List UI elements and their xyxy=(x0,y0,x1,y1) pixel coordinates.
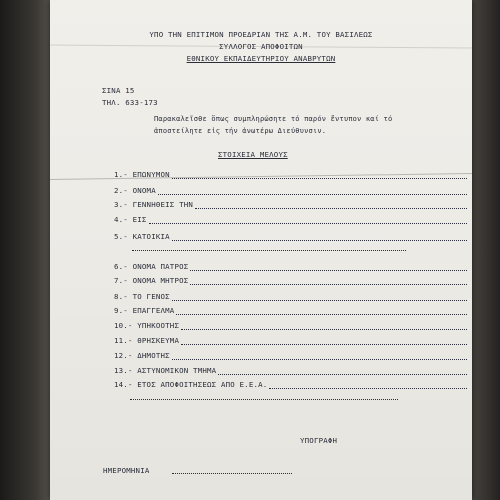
form-field-row xyxy=(114,232,467,241)
form-field-label: 9.- ΕΠΑΓΓΕΛΜΑ xyxy=(114,306,175,315)
form-field-row xyxy=(114,186,467,195)
membership-form-paper xyxy=(50,0,472,500)
form-field-row xyxy=(114,306,467,315)
date-dotted-line[interactable] xyxy=(172,472,292,474)
form-field-row xyxy=(114,380,467,389)
form-field-dotted-line[interactable] xyxy=(181,338,467,345)
form-field-row xyxy=(114,292,467,301)
form-field-dotted-line[interactable] xyxy=(172,353,467,360)
form-field-label: 7.- ΟΝΟΜΑ ΜΗΤΡΟΣ xyxy=(114,276,189,285)
form-field-label: 11.- ΘΡΗΣΚΕΥΜΑ xyxy=(114,336,180,345)
form-field-row xyxy=(114,366,467,375)
header-association: ΣΥΛΛΟΓΟΣ ΑΠΟΦΟΙΤΩΝ xyxy=(219,42,303,51)
instructions-line-2: ἀποστείλητε εἰς τήν ἀνωτέρω Διεύθυνσιν. xyxy=(154,127,327,135)
form-field-dotted-line[interactable] xyxy=(176,308,467,315)
form-field-dotted-line[interactable] xyxy=(181,323,467,330)
table-edge-left xyxy=(0,0,50,500)
form-field-label: 14.- ΕΤΟΣ ΑΠΟΦΟΙΤΗΣΕΩΣ ΑΠΟ Ε.Ε.Α. xyxy=(114,380,268,389)
form-field-dotted-line[interactable] xyxy=(172,234,467,241)
form-field-label: 2.- ΟΝΟΜΑ xyxy=(114,186,156,195)
continuation-dotted-line[interactable] xyxy=(130,398,398,400)
form-field-row xyxy=(114,321,467,330)
form-field-label: 10.- ΥΠΗΚΟΟΤΗΣ xyxy=(114,321,180,330)
form-field-label: 12.- ΔΗΜΟΤΗΣ xyxy=(114,351,170,360)
form-field-label: 6.- ΟΝΟΜΑ ΠΑΤΡΟΣ xyxy=(114,262,189,271)
header-patronage: ΥΠΟ ΤΗΝ ΕΠΙΤΙΜΟΝ ΠΡΟΕΔΡΙΑΝ ΤΗΣ Α.Μ. ΤΟΥ ΒΑΣΙΛΕΩΣ xyxy=(149,30,373,39)
form-field-dotted-line[interactable] xyxy=(269,382,467,389)
form-field-label: 5.- ΚΑΤΟΙΚΙΑ xyxy=(114,232,170,241)
form-field-label: 8.- ΤΟ ΓΕΝΟΣ xyxy=(114,292,170,301)
address-phone: ΤΗΛ. 633-173 xyxy=(102,98,158,107)
signature-label: ΥΠΟΓΡΑΦΗ xyxy=(300,436,338,445)
form-field-dotted-line[interactable] xyxy=(158,188,467,195)
date-label: ΗΜΕΡΟΜΗΝΙΑ xyxy=(103,466,150,475)
form-field-label: 4.- ΕΙΣ xyxy=(114,215,147,224)
form-field-row xyxy=(114,200,467,209)
form-field-row xyxy=(114,215,467,224)
address-street: ΣΙΝΑ 15 xyxy=(102,86,135,95)
form-field-dotted-line[interactable] xyxy=(172,294,467,301)
form-field-dotted-line[interactable] xyxy=(195,202,467,209)
form-field-row xyxy=(114,170,467,179)
instructions-line-1: Παρακαλεῖσθε ὅπως συμπληρώσητε τό παρόν ἔντυπον καί τό xyxy=(154,115,393,123)
continuation-dotted-line[interactable] xyxy=(132,249,406,251)
form-field-label: 3.- ΓΕΝΝΗΘΕΙΣ ΤΗΝ xyxy=(114,200,194,209)
form-field-dotted-line[interactable] xyxy=(190,264,467,271)
table-edge-right xyxy=(470,0,500,500)
form-field-label: 1.- ΕΠΩΝΥΜΟΝ xyxy=(114,170,170,179)
form-field-row xyxy=(114,351,467,360)
form-field-dotted-line[interactable] xyxy=(190,278,467,285)
header-school: ΕΘΝΙΚΟΥ ΕΚΠΑΙΔΕΥΤΗΡΙΟΥ ΑΝΑΒΡΥΤΩΝ xyxy=(186,54,336,63)
form-field-label: 13.- ΑΣΤΥΝΟΜΙΚΟΝ ΤΜΗΜΑ xyxy=(114,366,217,375)
form-field-row xyxy=(114,336,467,345)
form-field-row xyxy=(114,276,467,285)
form-field-dotted-line[interactable] xyxy=(218,368,467,375)
form-field-dotted-line[interactable] xyxy=(172,172,467,179)
form-field-dotted-line[interactable] xyxy=(149,217,467,224)
section-title: ΣΤΟΙΧΕΙΑ ΜΕΛΟΥΣ xyxy=(218,150,288,159)
form-field-row xyxy=(114,262,467,271)
